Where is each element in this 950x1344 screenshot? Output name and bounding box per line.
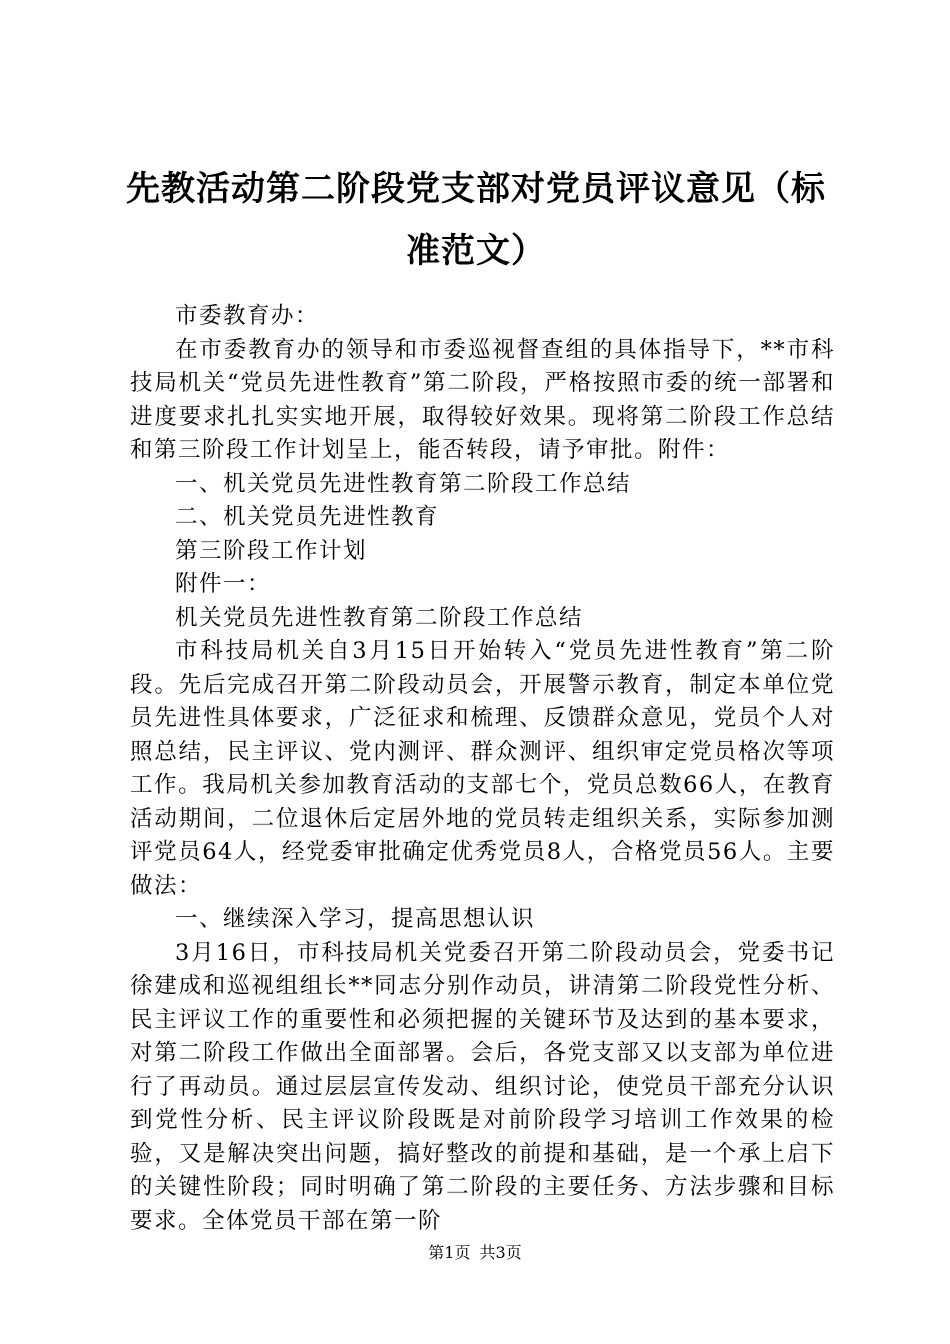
attachment-one-heading: 附件一： — [175, 571, 272, 597]
intro-paragraph: 在市委教育办的领导和市委巡视督查组的具体指导下，**市科技局机关“党员先进性教育”第二阶段，严格按照市委的统一部署和进度要求扎扎实实地开展，取得较好效果。现将第二阶段工作总结和第三阶段工作计划呈上，能否转段，请予审批。附件： — [130, 336, 835, 463]
document-body — [130, 300, 835, 1238]
section-heading-1: 一、继续深入学习，提高思想认识 — [175, 906, 536, 932]
summary-heading: 机关党员先进性教育第二阶段工作总结 — [175, 604, 584, 631]
attachment-item-2-continued: 第三阶段工作计划 — [175, 537, 368, 564]
salutation: 市委教育办： — [175, 303, 320, 329]
section-paragraph-1: 3月16日，市科技局机关党委召开第二阶段动员会，党委书记徐建成和巡视组组长**同志分别作动员，讲清第二阶段党性分析、民主评议工作的重要性和必须把握的关键环节及达到的基本要求，对第二阶段工作做出全面部署。会后，各党支部又以支部为单位进行了再动员。通过层层宣传发动、组织讨论，使党员干部充分认识到党性分析、民主评议阶段既是对前阶段学习培训工作效果的检验，又是解决突出问题，搞好整改的前提和基础，是一个承上启下的关键性阶段；同时明确了第二阶段的主要任务、方法步骤和目标要求。全体党员干部在第一阶 — [130, 939, 835, 1234]
page-total: 共3页 — [479, 1243, 522, 1262]
summary-paragraph: 市科技局机关自3月15日开始转入“党员先进性教育”第二阶段。先后完成召开第二阶段动员会，开展警示教育，制定本单位党员先进性具体要求，广泛征求和梳理、反馈群众意见，党员个人对照总结，民主评议、党内测评、群众测评、组织审定党员格次等项工作。我局机关参加教育活动的支部七个，党员总数66人，在教育活动期间，二位退休后定居外地的党员转走组织关系，实际参加测评党员64人，经党委审批确定优秀党员8人，合格党员56人。主要做法： — [130, 638, 835, 899]
document-title: 先教活动第二阶段党支部对党员评议意见（标准范文） — [126, 169, 826, 271]
page-footer — [0, 1243, 950, 1263]
page-number: 第1页 — [428, 1243, 471, 1262]
attachment-item-2: 二、机关党员先进性教育 — [175, 504, 440, 530]
attachment-item-1: 一、机关党员先进性教育第二阶段工作总结 — [175, 470, 632, 497]
